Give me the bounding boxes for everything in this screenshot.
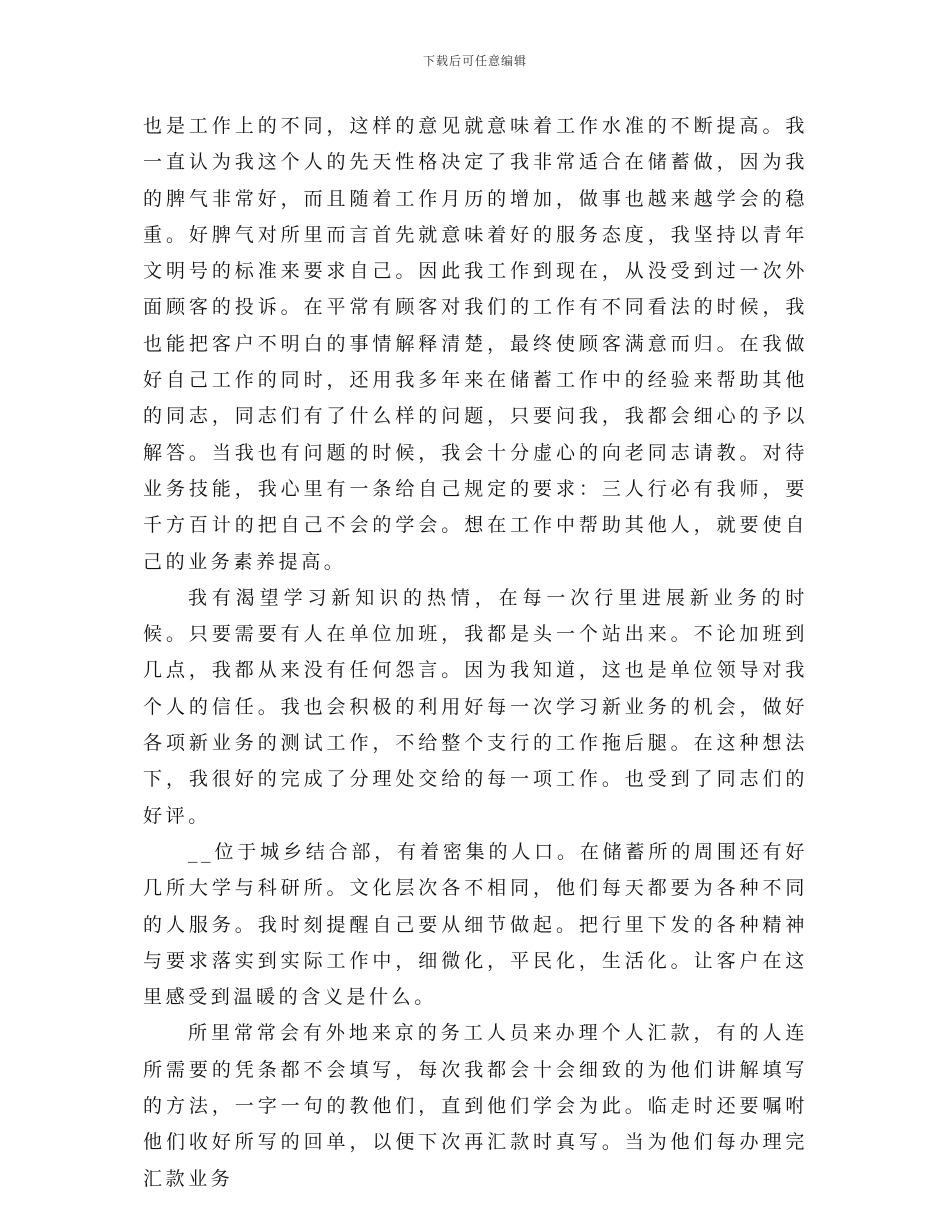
paragraph-2: 我有渴望学习新知识的热情，在每一次行里进展新业务的时候。只要需要有人在单位加班，我都是头一个站出来。不论加班到几点，我都从来没有任何怨言。因为我知道，这也是单位领导对我个人的信任。我也会积极的利用好每一次学习新业务的机会，做好各项新业务的测试工作，不给整个支行的工作拖后腿。在这种想法下，我很好的完成了分理处交给的每一项工作。也受到了同志们的好评。: [143, 586, 808, 827]
paragraph-1: 也是工作上的不同，这样的意见就意味着工作水准的不断提高。我一直认为我这个人的先天性格决定了我非常适合在储蓄做，因为我的脾气非常好，而且随着工作月历的增加，做事也越来越学会的稳重。好脾气对所里而言首先就意味着好的服务态度，我坚持以青年文明号的标准来要求自己。因此我工作到现在，从没受到过一次外面顾客的投诉。在平常有顾客对我们的工作有不同看法的时候，我也能把客户不明白的事情解释清楚，最终使顾客满意而归。在我做好自己工作的同时，还用我多年来在储蓄工作中的经验来帮助其他的同志，同志们有了什么样的问题，只要问我，我都会细心的予以解答。当我也有问题的时候，我会十分虚心的向老同志请教。对待业务技能，我心里有一条给自己规定的要求：三人行必有我师，要千方百计的把自己不会的学会。想在工作中帮助其他人，就要使自己的业务素养提高。: [143, 115, 808, 573]
document-body: [143, 108, 808, 1197]
page-header: 下载后可任意编辑: [422, 54, 527, 68]
paragraph-3: __位于城乡结合部，有着密集的人口。在储蓄所的周围还有好几所大学与科研所。文化层次各不相同，他们每天都要为各种不同的人服务。我时刻提醒自己要从细节做起。把行里下发的各种精神与要求落实到实际工作中，细微化，平民化，生活化。让客户在这里感受到温暖的含义是什么。: [143, 840, 808, 1009]
paragraph-4: 所里常常会有外地来京的务工人员来办理个人汇款，有的人连所需要的凭条都不会填写，每次我都会十会细致的为他们讲解填写的方法，一字一句的教他们，直到他们学会为此。临走时还要嘱咐他们收好所写的回单，以便下次再汇款时真写。当为他们每办理完汇款业务: [143, 1022, 808, 1190]
